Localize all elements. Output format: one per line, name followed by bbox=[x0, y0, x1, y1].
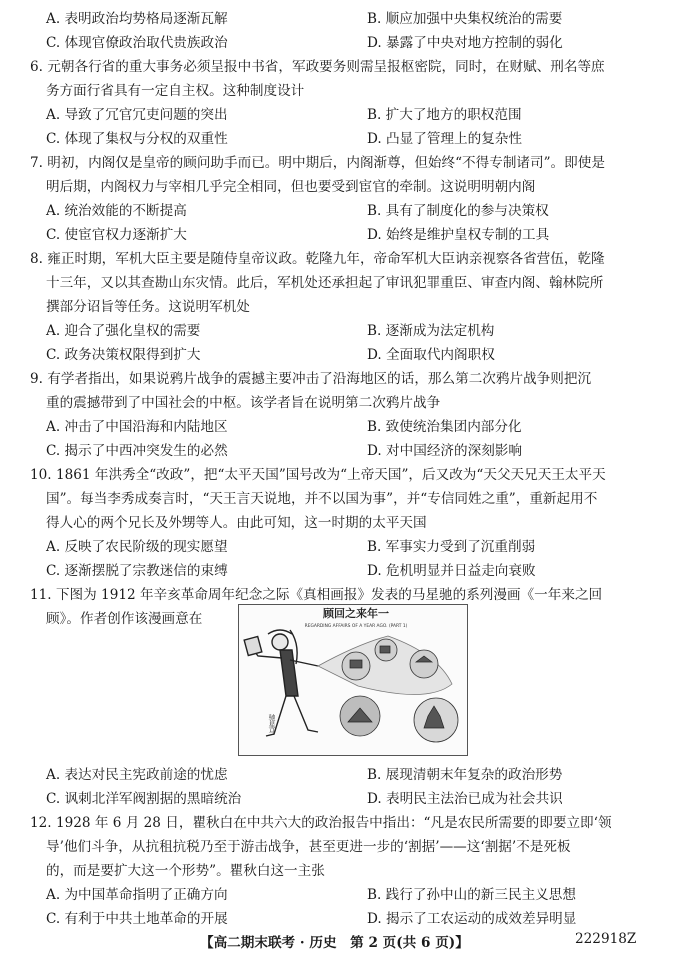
q10-stem-line-1: 10. 1861 年洪秀全“改政”，把“太平天国”国号改为“上帝天国”，后又改为“天父天兄天王太平天 bbox=[30, 467, 606, 483]
q6-option-c: C. 体现了集权与分权的双重性 bbox=[46, 131, 228, 147]
q9-stem-line-1: 9. 有学者指出，如果说鸦片战争的震撼主要冲击了沿海地区的话，那么第二次鸦片战争则把沉 bbox=[30, 371, 592, 387]
cartoon-title: 顾回之来年一 bbox=[323, 607, 389, 620]
q11-option-b: B. 展现清朝末年复杂的政治形势 bbox=[367, 767, 563, 783]
q12-stem-line-1: 12. 1928 年 6 月 28 日，瞿秋白在中共六大的政治报告中指出：“凡是农民所需要的即要立即‘领 bbox=[30, 815, 612, 831]
q5-option-d: D. 暴露了中央对地方控制的弱化 bbox=[367, 35, 563, 51]
q12-option-d: D. 揭示了工农运动的成效差异明显 bbox=[367, 911, 577, 927]
cartoon-signature: 驰星马 bbox=[268, 714, 276, 735]
q9-option-d: D. 对中国经济的深刻影响 bbox=[367, 443, 522, 459]
page-footer-title: 【高二期末联考 · 历史 第 2 页(共 6 页)】 bbox=[200, 935, 469, 951]
q10-option-d: D. 危机明显并日益走向衰败 bbox=[367, 563, 536, 579]
q12-option-a: A. 为中国革命指明了正确方向 bbox=[46, 887, 228, 903]
q7-option-c: C. 使宦官权力逐渐扩大 bbox=[46, 227, 187, 243]
q9-option-a: A. 冲击了中国沿海和内陆地区 bbox=[46, 419, 228, 435]
q6-option-a: A. 导致了冗官冗吏问题的突出 bbox=[46, 107, 228, 123]
q7-option-a: A. 统治效能的不断提高 bbox=[46, 203, 187, 219]
q5-option-a: A. 表明政治均势格局逐渐瓦解 bbox=[46, 11, 228, 27]
q5-option-b: B. 顺应加强中央集权统治的需要 bbox=[367, 11, 563, 27]
q7-option-b: B. 具有了制度化的参与决策权 bbox=[367, 203, 549, 219]
q6-stem-line-1: 6. 元朝各行省的重大事务必须呈报中书省，军政要务则需呈报枢密院，同时，在财赋、刑名等庶 bbox=[30, 59, 605, 75]
q11-option-a: A. 表达对民主宪政前途的忧虑 bbox=[46, 767, 228, 783]
q12-option-c: C. 有利于中共土地革命的开展 bbox=[46, 911, 228, 927]
q7-option-d: D. 始终是维护皇权专制的工具 bbox=[367, 227, 550, 243]
q8-option-a: A. 迎合了强化皇权的需要 bbox=[46, 323, 201, 339]
q9-stem-line-2: 重的震撼带到了中国社会的中枢。该学者旨在说明第二次鸦片战争 bbox=[46, 395, 441, 411]
q8-option-d: D. 全面取代内阁职权 bbox=[367, 347, 495, 363]
cartoon-illustration bbox=[238, 604, 468, 756]
q10-option-a: A. 反映了农民阶级的现实愿望 bbox=[46, 539, 228, 555]
q11-stem-line-2: 顾》。作者创作该漫画意在 bbox=[46, 611, 203, 627]
q12-stem-line-2: 导’他们斗争，从抗租抗税乃至于游击战争，甚至更进一步的‘割据’——这‘割据’不是死板 bbox=[46, 839, 571, 855]
q7-stem-line-2: 明后期，内阁权力与宰相几乎完全相同，但也要受到宦官的牵制。这说明明朝内阁 bbox=[46, 179, 536, 195]
page-footer-code: 222918Z bbox=[575, 931, 637, 947]
q6-option-b: B. 扩大了地方的职权范围 bbox=[367, 107, 522, 123]
q12-option-b: B. 践行了孙中山的新三民主义思想 bbox=[367, 887, 576, 903]
q10-stem-line-3: 得人心的两个兄长及外甥等人。由此可知，这一时期的太平天国 bbox=[46, 515, 427, 531]
q11-option-c: C. 讽刺北洋军阀割据的黑暗统治 bbox=[46, 791, 242, 807]
q5-option-c: C. 体现官僚政治取代贵族政治 bbox=[46, 35, 228, 51]
q9-option-b: B. 致使统治集团内部分化 bbox=[367, 419, 522, 435]
q6-option-d: D. 凸显了管理上的复杂性 bbox=[367, 131, 522, 147]
q9-option-c: C. 揭示了中西冲突发生的必然 bbox=[46, 443, 228, 459]
q6-stem-line-2: 务方面行省具有一定自主权。这种制度设计 bbox=[46, 83, 305, 99]
q8-option-b: B. 逐渐成为法定机构 bbox=[367, 323, 495, 339]
q11-stem-line-1: 11. 下图为 1912 年辛亥革命周年纪念之际《真相画报》发表的马星驰的系列漫画《一年来之回 bbox=[30, 587, 603, 603]
q11-option-d: D. 表明民主法治已成为社会共识 bbox=[367, 791, 563, 807]
q8-option-c: C. 政务决策权限得到扩大 bbox=[46, 347, 201, 363]
q10-option-c: C. 逐渐摆脱了宗教迷信的束缚 bbox=[46, 563, 228, 579]
q8-stem-line-2: 十三年，又以其查勘山东灾情。此后，军机处还承担起了审讯犯罪重臣、审查内阁、翰林院所 bbox=[46, 275, 604, 291]
q7-stem-line-1: 7. 明初，内阁仅是皇帝的顾问助手而已。明中期后，内阁渐尊，但始终“不得专制诸司”。即使是 bbox=[30, 155, 605, 171]
q8-stem-line-3: 撰部分诏旨等任务。这说明军机处 bbox=[46, 299, 250, 315]
cartoon-subtitle: REGARDING AFFAIRS OF A YEAR AGO. (PART 1) bbox=[304, 624, 408, 629]
q10-stem-line-2: 国”。每当李秀成奏言时，“天王言天说地，并不以国为事”，并“专信同姓之重”，重新起用不 bbox=[46, 491, 598, 507]
q10-option-b: B. 军事实力受到了沉重削弱 bbox=[367, 539, 536, 555]
q8-stem-line-1: 8. 雍正时期，军机大臣主要是随侍皇帝议政。乾隆九年，帝命军机大臣讷亲视察各省营伍，乾隆 bbox=[30, 251, 605, 267]
q12-stem-line-3: 的，而是要扩大这一个形势”。瞿秋白这一主张 bbox=[46, 863, 325, 879]
